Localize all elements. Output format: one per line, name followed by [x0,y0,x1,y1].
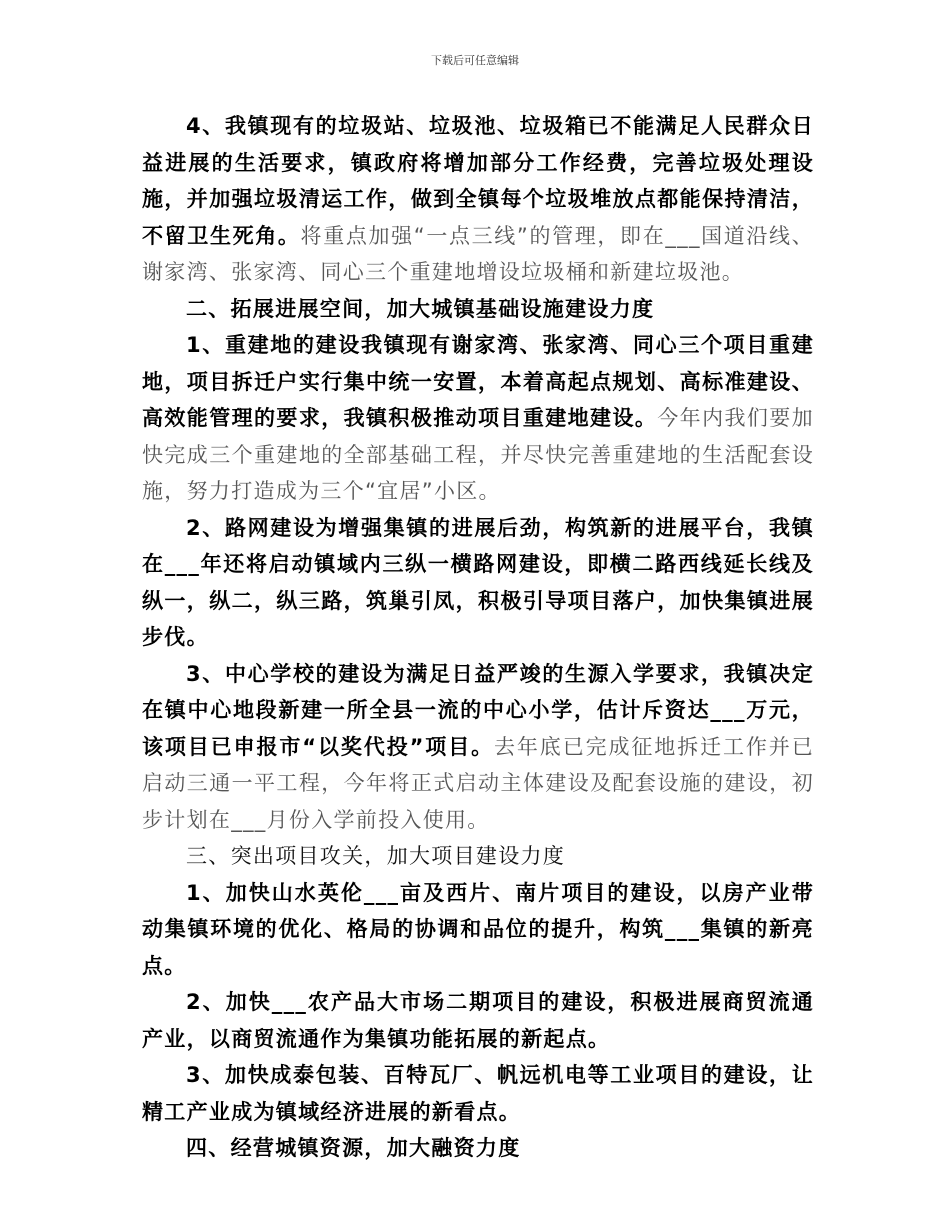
paragraph-central-school [142,656,814,839]
paragraph-bold-text: 4、我镇现有的垃圾站、垃圾池、垃圾箱已不能满足人民群众日益进展的生活要求，镇政府将增加部分工作经费，完善垃圾处理设施，并加强垃圾清运工作，做到全镇每个垃圾堆放点都能保持清洁，不留卫生死角。 [142,114,814,248]
paragraph-bold-text: 1、加快山水英伦___亩及西片、南片项目的建设，以房产业带动集镇环境的优化、格局的协调和品位的提升，构筑___集镇的新亮点。 [142,880,814,978]
paragraph-agri-market [142,984,814,1057]
paragraph-garbage-facilities [142,108,814,291]
paragraph-bold-text: 3、中心学校的建设为满足日益严竣的生源入学要求，我镇决定在镇中心地段新建一所全县一流的中心小学，估计斥资达___万元，该项目已申报市“以奖代投”项目。 [142,661,814,759]
paragraph-bold-text: 1、重建地的建设我镇现有谢家湾、张家湾、同心三个项目重建地，项目拆迁户实行集中统一安置，本着高起点规划、高标准建设、高效能管理的要求，我镇积极推动项目重建地建设。 [142,333,814,430]
paragraph-normal-text: 今年内我们要加快完成三个重建地的全部基础工程，并尽快完善重建地的生活配套设施，努力打造成为三个“宜居”小区。 [142,406,814,503]
document-body [142,108,814,1167]
section-heading-2: 二、拓展进展空间，加大城镇基础设施建设力度 [186,296,655,321]
paragraph-reconstruction-sites [142,327,814,510]
section-heading-3: 三、突出项目攻关，加大项目建设力度 [186,844,566,868]
page-header: 下载后可任意编辑 [431,54,519,67]
section-heading-4: 四、经营城镇资源，加大融资力度 [186,1136,521,1160]
paragraph-bold-text: 2、加快___农产品大市场二期项目的建设，积极进展商贸流通产业，以商贸流通作为集镇功能拓展的新起点。 [142,990,814,1051]
paragraph-bold-text: 3、加快成泰包装、百特瓦厂、帆远机电等工业项目的建设，让精工产业成为镇域经济进展的新看点。 [142,1063,814,1124]
paragraph-road-network [142,510,814,656]
paragraph-normal-text: 将重点加强“一点三线”的管理，即在___国道沿线、谢家湾、张家湾、同心三个重建地增设垃圾桶和新建垃圾池。 [142,223,814,284]
paragraph-normal-text: 去年底已完成征地拆迁工作并已启动三通一平工程，今年将正式启动主体建设及配套设施的建设，初步计划在___月份入学前投入使用。 [142,734,814,832]
paragraph-shanshui-project [142,875,814,985]
paragraph-industrial-projects [142,1057,814,1130]
paragraph-bold-text: 2、路网建设为增强集镇的进展后劲，构筑新的进展平台，我镇在___年还将启动镇域内三纵一横路网建设，即横二路西线延长线及纵一，纵二，纵三路，筑巢引凤，积极引导项目落户，加快集镇进展步伐。 [142,515,814,649]
